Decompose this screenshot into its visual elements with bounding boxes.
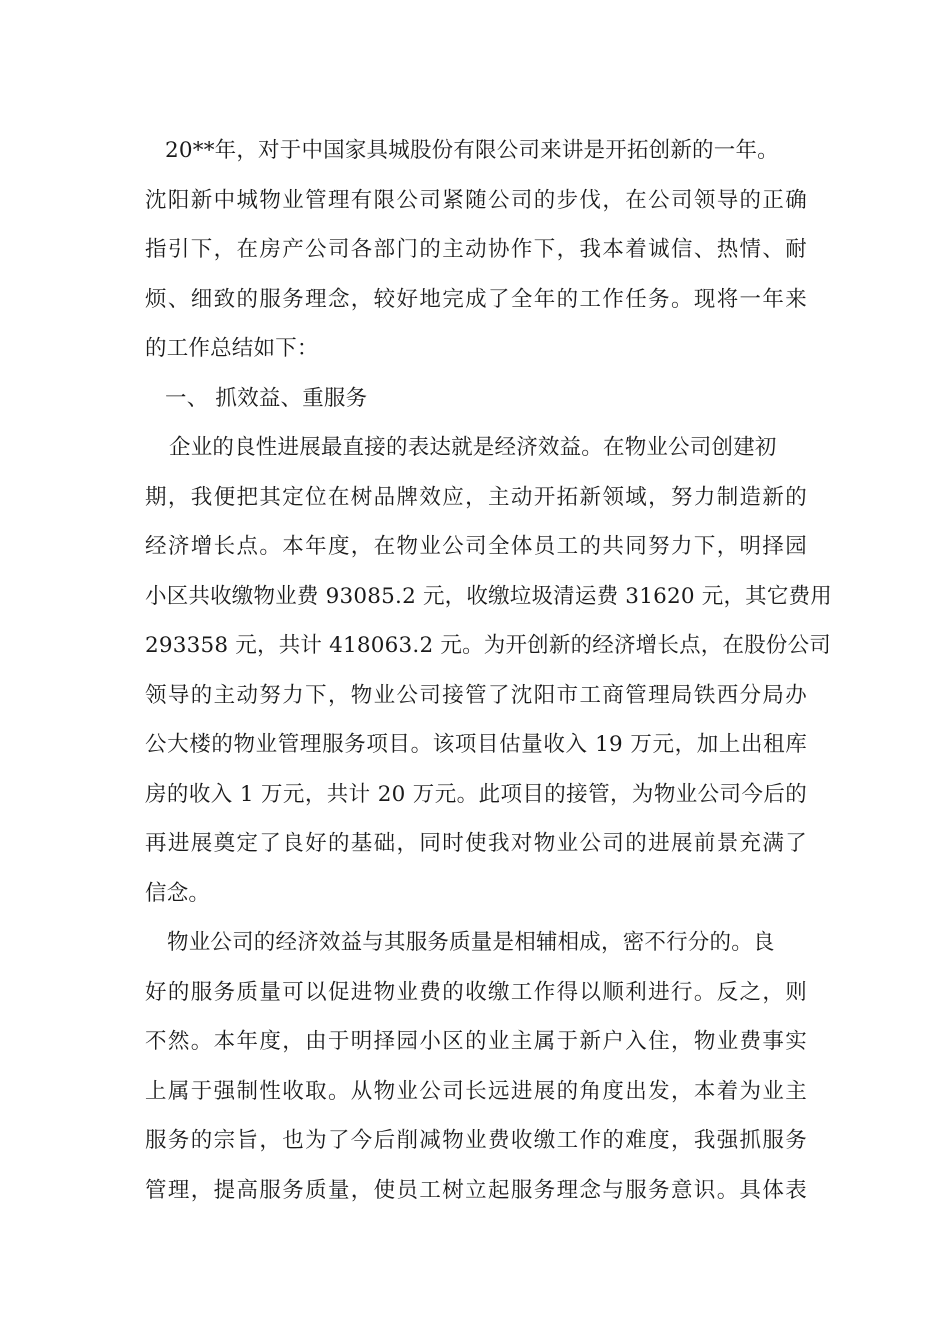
paragraph-line: 公大楼的物业管理服务项目。该项目估量收入 19 万元，加上出租库 — [145, 732, 807, 757]
paragraph-line: 不然。本年度，由于明择园小区的业主属于新户入住，物业费事实 — [145, 1029, 807, 1054]
paragraph-line: 小区共收缴物业费 93085.2 元，收缴垃圾清运费 31620 元，其它费用 — [145, 583, 832, 609]
paragraph-line: 物业公司的经济效益与其服务质量是相辅相成，密不行分的。良 — [167, 930, 775, 955]
paragraph-line: 好的服务质量可以促进物业费的收缴工作得以顺利进行。反之，则 — [145, 979, 807, 1005]
paragraph-line: 烦、细致的服务理念，较好地完成了全年的工作任务。现将一年来 — [145, 286, 807, 312]
paragraph-line: 293358 元，共计 418063.2 元。为开创新的经济增长点，在股份公司 — [145, 633, 831, 658]
paragraph-line: 指引下，在房产公司各部门的主动协作下，我本着诚信、热情、耐 — [145, 237, 807, 262]
paragraph-line: 领导的主动努力下，物业公司接管了沈阳市工商管理局铁西分局办 — [145, 682, 807, 708]
paragraph-line: 期，我便把其定位在树品牌效应，主动开拓新领域，努力制造新的 — [145, 484, 807, 510]
paragraph-line: 服务的宗旨，也为了今后削减物业费收缴工作的难度，我强抓服务 — [145, 1128, 807, 1153]
paragraph-line: 再进展奠定了良好的基础，同时使我对物业公司的进展前景充满了 — [145, 831, 807, 856]
section-heading: 一、 抓效益、重服务 — [165, 385, 368, 411]
document-body — [145, 126, 832, 1215]
paragraph-line: 企业的良性进展最直接的表达就是经济效益。在物业公司创建初 — [169, 435, 777, 460]
paragraph-line: 的工作总结如下： — [145, 336, 319, 361]
paragraph-line: 上属于强制性收取。从物业公司长远进展的角度出发，本着为业主 — [145, 1078, 807, 1104]
paragraph-line: 经济增长点。本年度，在物业公司全体员工的共同努力下，明择园 — [145, 534, 807, 559]
paragraph-line: 房的收入 1 万元，共计 20 万元。此项目的接管，为物业公司今后的 — [145, 781, 807, 807]
paragraph-line: 管理，提高服务质量，使员工树立起服务理念与服务意识。具体表 — [145, 1177, 807, 1203]
paragraph-line: 20**年，对于中国家具城股份有限公司来讲是开拓创新的一年。 — [165, 138, 779, 163]
paragraph-line: 沈阳新中城物业管理有限公司紧随公司的步伐，在公司领导的正确 — [145, 187, 807, 213]
paragraph-line: 信念。 — [145, 880, 211, 906]
